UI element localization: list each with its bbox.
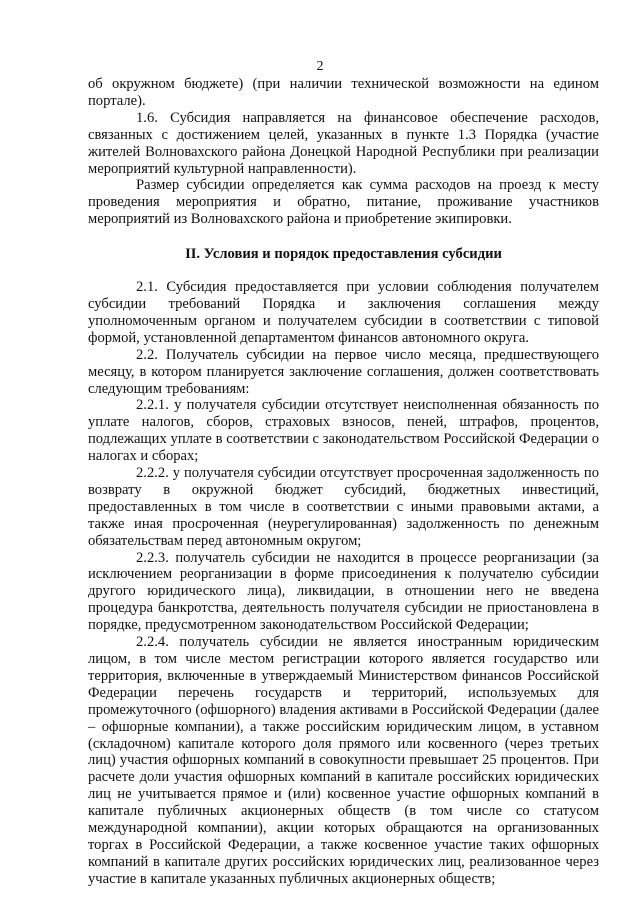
paragraph-2-2-4: 2.2.4. получатель субсидии не является иностранным юридическим лицом, в том числе местом регистрации которого является государство или территория, включенные в утверждаемый Министерством финансов Российской Федерации перечень государств и территорий, используемых для промежуточного (офшорного) владения активами в Российской Федерации (далее – офшорные компании), а также российским юридическим лицом, в уставном (складочном) капитале которого доля прямого или косвенного (через третьих лиц) участия офшорных компаний в совокупности превышает 25 процентов. При расчете доли участия офшорных компаний в капитале российских юридических лиц не учитывается прямое и (или) косвенное участие офшорных компаний в капитале публичных акционерных обществ (в том числе со статусом международной компании), акции которых обращаются на организованных торгах в Российской Федерации, а также косвенное участие таких офшорных компаний в капитале других российских юридических лиц, реализованное через участие в капитале указанных публичных акционерных обществ; <box>88 634 599 887</box>
paragraph-2-1: 2.1. Субсидия предоставляется при условии соблюдения получателем субсидии требований Порядка и заключения соглашения между уполномоченным органом и получателем субсидии в соответствии с типовой формой, установленной департаментом финансов автономного округа. <box>88 279 599 346</box>
paragraph-1-6: 1.6. Субсидия направляется на финансовое обеспечение расходов, связанных с достижением целей, указанных в пункте 1.3 Порядка (участие жителей Волновахского района Донецкой Народной Республики при реализации мероприятий культурной направленности). <box>88 109 599 177</box>
paragraph-2-2-3: 2.2.3. получатель субсидии не находится в процессе реорганизации (за исключением реорганизации в форме присоединения к получателю субсидии другого юридического лица), ликвидации, в отношении него не введена процедура банкротства, деятельность получателя субсидии не приостановлена в порядке, предусмотренном законодательством Российской Федерации; <box>88 549 599 634</box>
section-heading: II. Условия и порядок предоставления субсидии <box>185 246 502 263</box>
paragraph-2-2: 2.2. Получатель субсидии на первое число месяца, предшествующего месяцу, в котором планируется заключение соглашения, должен соответствовать следующим требованиям: <box>88 346 599 397</box>
paragraph-2-2-1: 2.2.1. у получателя субсидии отсутствует неисполненная обязанность по уплате налогов, сборов, страховых взносов, пеней, штрафов, процентов, подлежащих уплате в соответствии с законодательством Российской Федерации о налогах и сборах; <box>88 397 599 465</box>
page-number: 2 <box>316 59 324 74</box>
paragraph-subsidy-size: Размер субсидии определяется как сумма расходов на проезд к месту проведения мероприятия и обратно, питание, проживание участников мероприятий из Волновахского района и приобретение экипировки. <box>88 177 599 228</box>
paragraph-2-2-2: 2.2.2. у получателя субсидии отсутствует просроченная задолженность по возврату в окружной бюджет субсидий, бюджетных инвестиций, предоставленных в том числе в соответствии с иными правовыми актами, а также иная просроченная (неурегулированная) задолженность по денежным обязательствам перед автономным округом; <box>88 465 599 549</box>
document-body <box>88 76 599 888</box>
paragraph-budget-portal: об окружном бюджете) (при наличии технической возможности на едином портале). <box>88 76 599 109</box>
